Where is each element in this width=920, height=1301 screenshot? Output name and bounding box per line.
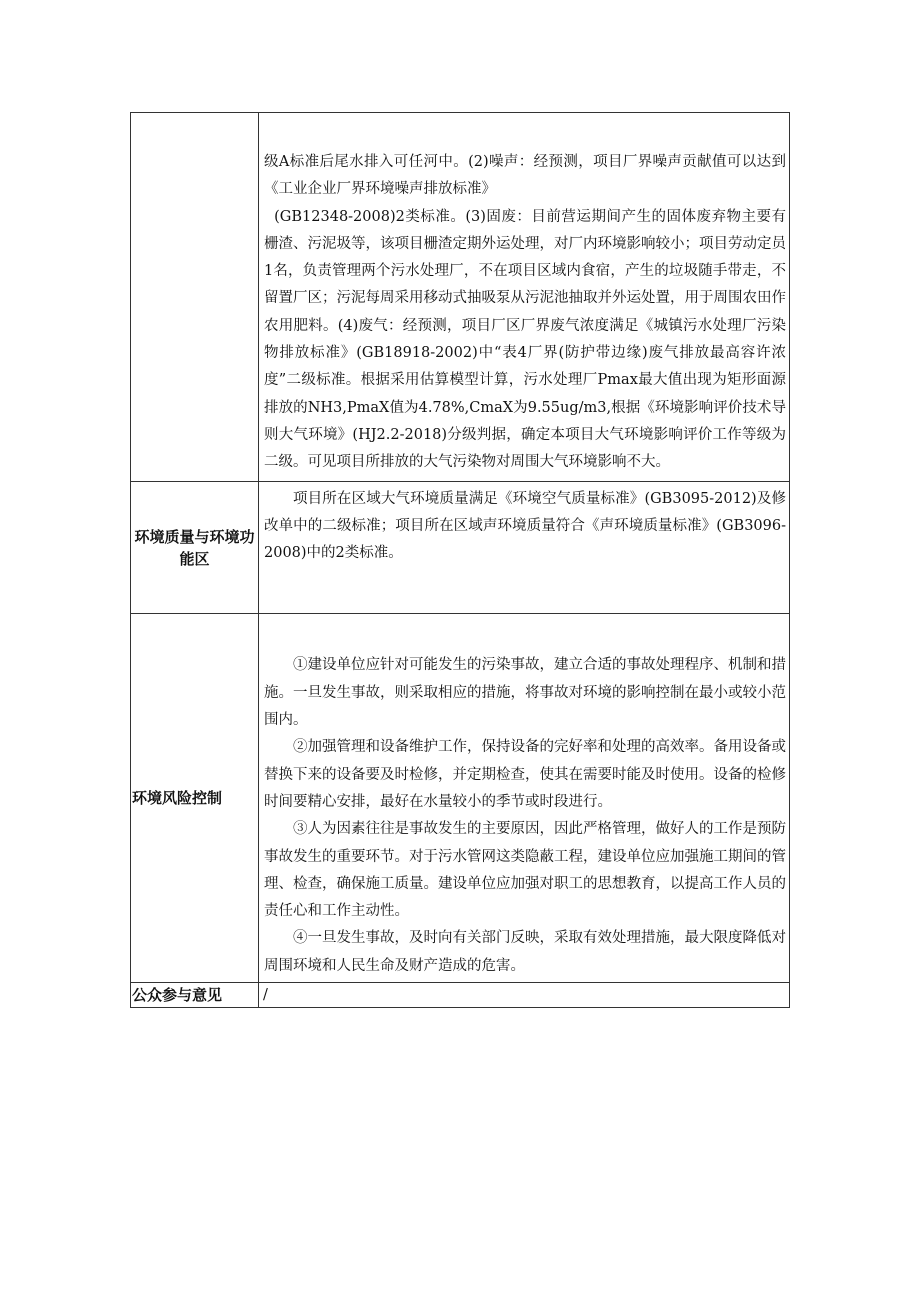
table-row-public-participation: [131, 983, 790, 1008]
table-row-env-quality: [131, 481, 790, 614]
row-label-env-quality: 环境质量与环境功能区: [131, 481, 259, 614]
row-label-empty: [131, 113, 259, 482]
table-row-emissions: [131, 113, 790, 482]
table-row-risk-control: [131, 614, 790, 983]
paragraph: (GB12348-2008)2类标准。(3)固废：目前营运期间产生的固体废弃物主要有栅渣、污泥圾等，该项目栅渣定期外运处理，对厂内环境影响较小；项目劳动定员1名，负责管理两个污水处理厂，不在项目区域内食宿，产生的垃圾随手带走，不留置厂区；污泥每周采用移动式抽吸泵从污泥池抽取并外运处置，用于周围农田作农用肥料。(4)废气：经预测，项目厂区厂界废气浓度满足《城镇污水处理厂污染物排放标准》(GB18918-2002)中“表4厂界(防护带边缘)废气排放最高容许浓度”二级标准。根据采用估算模型计算，污水处理厂Pmax最大值出现为矩形面源排放的NH3,PmaX值为4.78%,CmaX为9.55ug/m3,根据《环境影响评价技术导则大气环境》(HJ2.2-2018)分级判据，确定本项目大气环境影响评价工作等级为二级。可见项目所排放的大气污染物对周围大气环境影响不大。: [264, 208, 786, 471]
row-label-public-participation: 公众参与意见: [131, 983, 259, 1008]
paragraph: 项目所在区域大气环境质量满足《环境空气质量标准》(GB3095-2012)及修改单中的二级标准；项目所在区域声环境质量符合《声环境质量标准》(GB3096-2008)中的2类标准。: [264, 490, 786, 562]
row-label-risk-control: 环境风险控制: [131, 614, 259, 983]
row-content-emissions: [259, 113, 790, 482]
row-content-risk-control: [259, 614, 790, 983]
paragraph: ③人为因素往往是事故发生的主要原因，因此严格管理，做好人的工作是预防事故发生的重要环节。对于污水管网这类隐蔽工程，建设单位应加强施工期间的管理、检查，确保施工质量。建设单位应加强对职工的思想教育，以提高工作人员的责任心和工作主动性。: [264, 821, 786, 920]
row-value-public-participation: /: [259, 983, 790, 1008]
paragraph: ①建设单位应针对可能发生的污染事故，建立合适的事故处理程序、机制和措施。一旦发生事故，则采取相应的措施，将事故对环境的影响控制在最小或较小范围内。: [264, 657, 786, 729]
paragraph: ②加强管理和设备维护工作，保持设备的完好率和处理的高效率。备用设备或替换下来的设备要及时检修，并定期检查，使其在需要时能及时使用。设备的检修时间要精心安排，最好在水量较小的季节或时段进行。: [264, 739, 786, 810]
paragraph: ④一旦发生事故，及时向有关部门反映，采取有效处理措施，最大限度降低对周围环境和人民生命及财产造成的危害。: [264, 930, 786, 974]
assessment-table: [130, 112, 790, 1008]
paragraph: 级A标准后尾水排入可任河中。(2)噪声：经预测，项目厂界噪声贡献值可以达到《工业企业厂界环境噪声排放标准》: [264, 154, 786, 198]
row-content-env-quality: [259, 481, 790, 614]
